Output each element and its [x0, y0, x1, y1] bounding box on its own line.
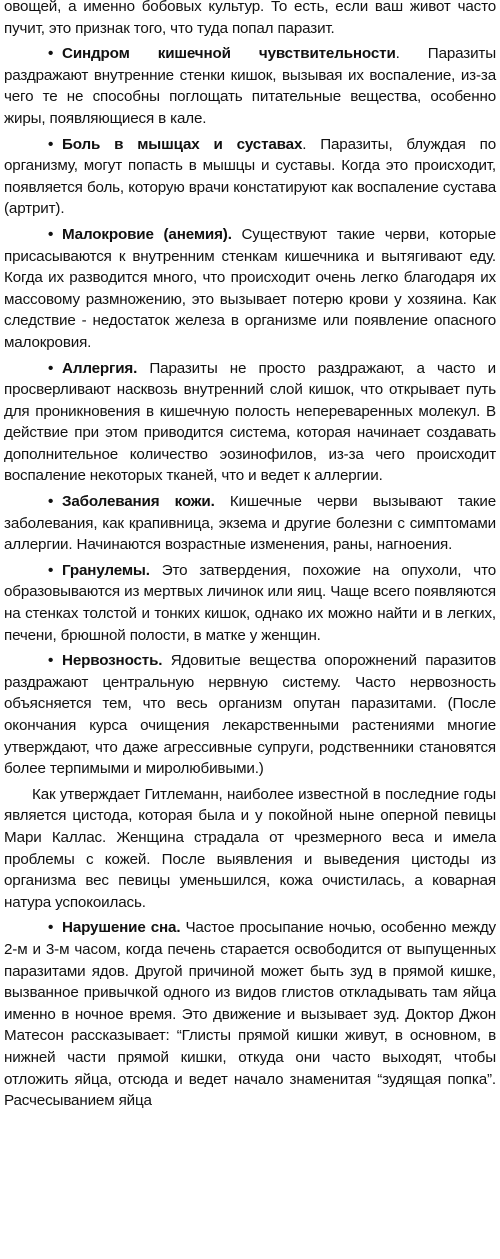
list-item: [4, 224, 496, 354]
bullet-icon: •: [48, 919, 54, 937]
bullet-icon: •: [48, 652, 54, 670]
item-term: Аллергия.: [62, 359, 138, 377]
bullet-icon: •: [48, 561, 54, 579]
item-term: Синдром кишечной чувствительности: [62, 45, 396, 63]
intro-paragraph: овощей, а именно бобовых культур. То есть, если ваш живот часто пучит, это признак того, что туда попал паразит.: [4, 0, 496, 37]
bullet-icon: •: [48, 135, 54, 153]
item-text: Это затвердения, похожие на опухоли, что образовываются из мертвых личинок или яиц. Чаще всего появляются на стенках толстой и тонких кишок, однако их можно найти и в легких, печени, брюшной полости, в матке у женщин.: [4, 561, 496, 644]
list-item: [4, 134, 496, 220]
item-term: Нарушение сна.: [62, 919, 181, 937]
bullet-icon: •: [48, 45, 54, 63]
list-item: [4, 43, 496, 129]
list-item: [4, 650, 496, 780]
bullet-icon: •: [48, 493, 54, 511]
item-term: Заболевания кожи.: [62, 493, 215, 511]
list-item: [4, 491, 496, 556]
item-text: Ядовитые вещества опорожнений паразитов раздражают центральную нервную систему. Часто нервозность объясняется тем, что весь организм опутан паразитами. (После окончания курса очищения лекарственными растениями многие утверждают, что даже агрессивные супруги, родственники становятся более терпимыми и миролюбивыми.): [4, 652, 496, 778]
item-text: Существуют такие черви, которые присасываются к внутренним стенкам кишечника и вытягивают еду. Когда их разводится много, что происходит очень легко благодаря их массовому размножению, это вызывает потерю крови у хозяина. Как следствие - недостаток железа в организме или появление опасного малокровия.: [4, 225, 496, 351]
item-term: Боль в мышцах и суставах: [62, 135, 303, 153]
item-term: Нервозность.: [62, 652, 163, 670]
body-paragraph: Как утверждает Гитлеманн, наиболее известной в последние годы является цистода, которая была и у покойной ныне оперной певицы Мари Каллас. Женщина страдала от чрезмерного веса и имела проблемы с кожей. После выявления и выведения цистоды из организма вес певицы уменьшился, кожа очистилась, а коварная натура успокоилась.: [4, 785, 496, 911]
item-term: Гранулемы.: [62, 561, 150, 579]
item-text: . Паразиты, блуждая по организму, могут попасть в мышцы и суставы. Когда это происходит, появляется боль, которую врачи констатируют как воспаление сустава (артрит).: [4, 135, 496, 218]
item-text: . Паразиты раздражают внутренние стенки кишок, вызывая их воспаление, из-за чего те не способны поглощать питательные вещества, особенно жиры, появляющиеся в кале.: [4, 45, 497, 127]
item-text: Частое просыпание ночью, особенно между 2-м и 3-м часом, когда печень старается освободится от выпущенных паразитами ядов. Другой причиной может быть зуд в прямой кишке, вызванное привычкой одного из видов глистов откладывать там яйца именно в ночное время. Это движение и вызывает зуд. Доктор Джон Матесон рассказывает: “Глисты прямой кишки живут, в основном, в нижней части прямой кишки, откуда они часто выходят, чтобы отложить яйца, отсюда и ведет начало знаменитая “зудящая попка”. Расчесыванием яйца: [4, 919, 496, 1110]
item-term: Малокровие (анемия).: [62, 225, 232, 243]
bullet-icon: •: [48, 359, 54, 377]
list-item: [4, 358, 496, 488]
bullet-icon: •: [48, 225, 54, 243]
item-text: Паразиты не просто раздражают, а часто и просверливают насквозь внутренний слой кишок, что открывает путь для проникновения в кишечную полость непереваренных молекул. В действие при этом приводится система, которая начинает создавать дополнительное количество эозинофилов, из-за чего происходит воспаление некоторых тканей, что и ведет к аллергии.: [4, 359, 496, 485]
list-item: [4, 560, 496, 646]
list-item: [4, 917, 496, 1111]
item-text: Кишечные черви вызывают такие заболевания, как крапивница, экзема и другие болезни с симптомами аллергии. Начинаются возрастные изменения, раны, нагноения.: [4, 493, 496, 554]
